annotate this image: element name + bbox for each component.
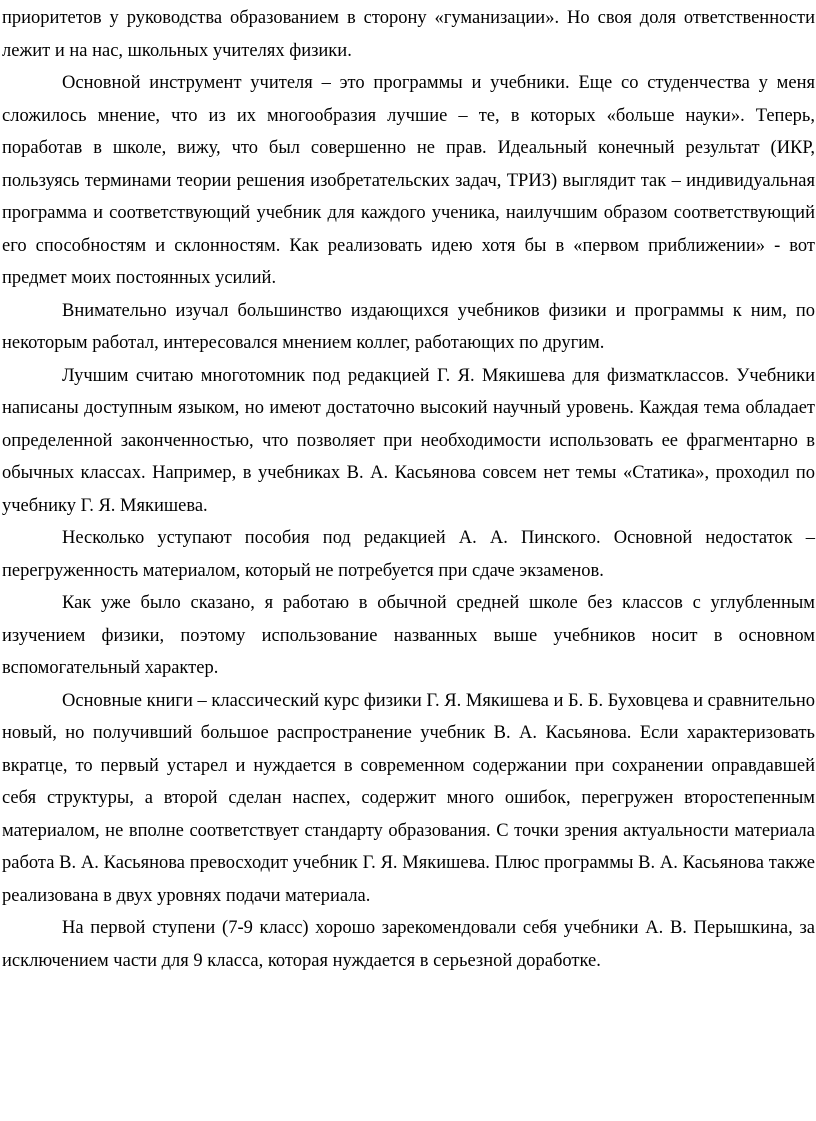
paragraph-4: Лучшим считаю многотомник под редакцией Г. Я. Мякишева для физматклассов. Учебники написаны доступным языком, но имеют достаточно высокий научный уровень. Каждая тема обладает определенной законченностью, что позволяет при необходимости использовать ее фрагментарно в обычных классах. Например, в учебниках В. А. Касьянова совсем нет темы «Статика», проходил по учебнику Г. Я. Мякишева. [2, 365, 815, 516]
paragraph-1: приоритетов у руководства образованием в сторону «гуманизации». Но своя доля ответственности лежит и на нас, школьных учителях физики. [2, 8, 815, 61]
paragraph-5: Несколько уступают пособия под редакцией А. А. Пинского. Основной недостаток – перегруженность материалом, который не потребуется при сдаче экзаменов. [2, 528, 815, 581]
paragraph-2: Основной инструмент учителя – это программы и учебники. Еще со студенчества у меня сложилось мнение, что из их многообразия лучшие – те, в которых «больше науки». Теперь, поработав в школе, вижу, что был совершенно не прав. Идеальный конечный результат (ИКР, пользуясь терминами теории решения изобретательских задач, ТРИЗ) выглядит так – индивидуальная программа и соответствующий учебник для каждого ученика, наилучшим образом соответствующий его способностям и склонностям. Как реализовать идею хотя бы в «первом приближении» - вот предмет моих постоянных усилий. [2, 73, 815, 288]
paragraph-8: На первой ступени (7-9 класс) хорошо зарекомендовали себя учебники А. В. Перышкина, за исключением части для 9 класса, которая нуждается в серьезной доработке. [2, 918, 815, 971]
paragraph-6: Как уже было сказано, я работаю в обычной средней школе без классов с углубленным изучением физики, поэтому использование названных выше учебников носит в основном вспомогательный характер. [2, 593, 815, 678]
paragraph-7: Основные книги – классический курс физики Г. Я. Мякишева и Б. Б. Буховцева и сравнительно новый, но получивший большое распространение учебник В. А. Касьянова. Если характеризовать вкратце, то первый устарел и нуждается в современном содержании при сохранении оправдавшей себя структуры, а второй сделан наспех, содержит много ошибок, перегружен второстепенным материалом, не вполне соответствует стандарту образования. С точки зрения актуальности материала работа В. А. Касьянова превосходит учебник Г. Я. Мякишева. Плюс программы В. А. Касьянова также реализована в двух уровнях подачи материала. [2, 690, 816, 906]
document-page [2, 2, 815, 977]
paragraph-3: Внимательно изучал большинство издающихся учебников физики и программы к ним, по некоторым работал, интересовался мнением коллег, работающих по другим. [2, 300, 815, 353]
